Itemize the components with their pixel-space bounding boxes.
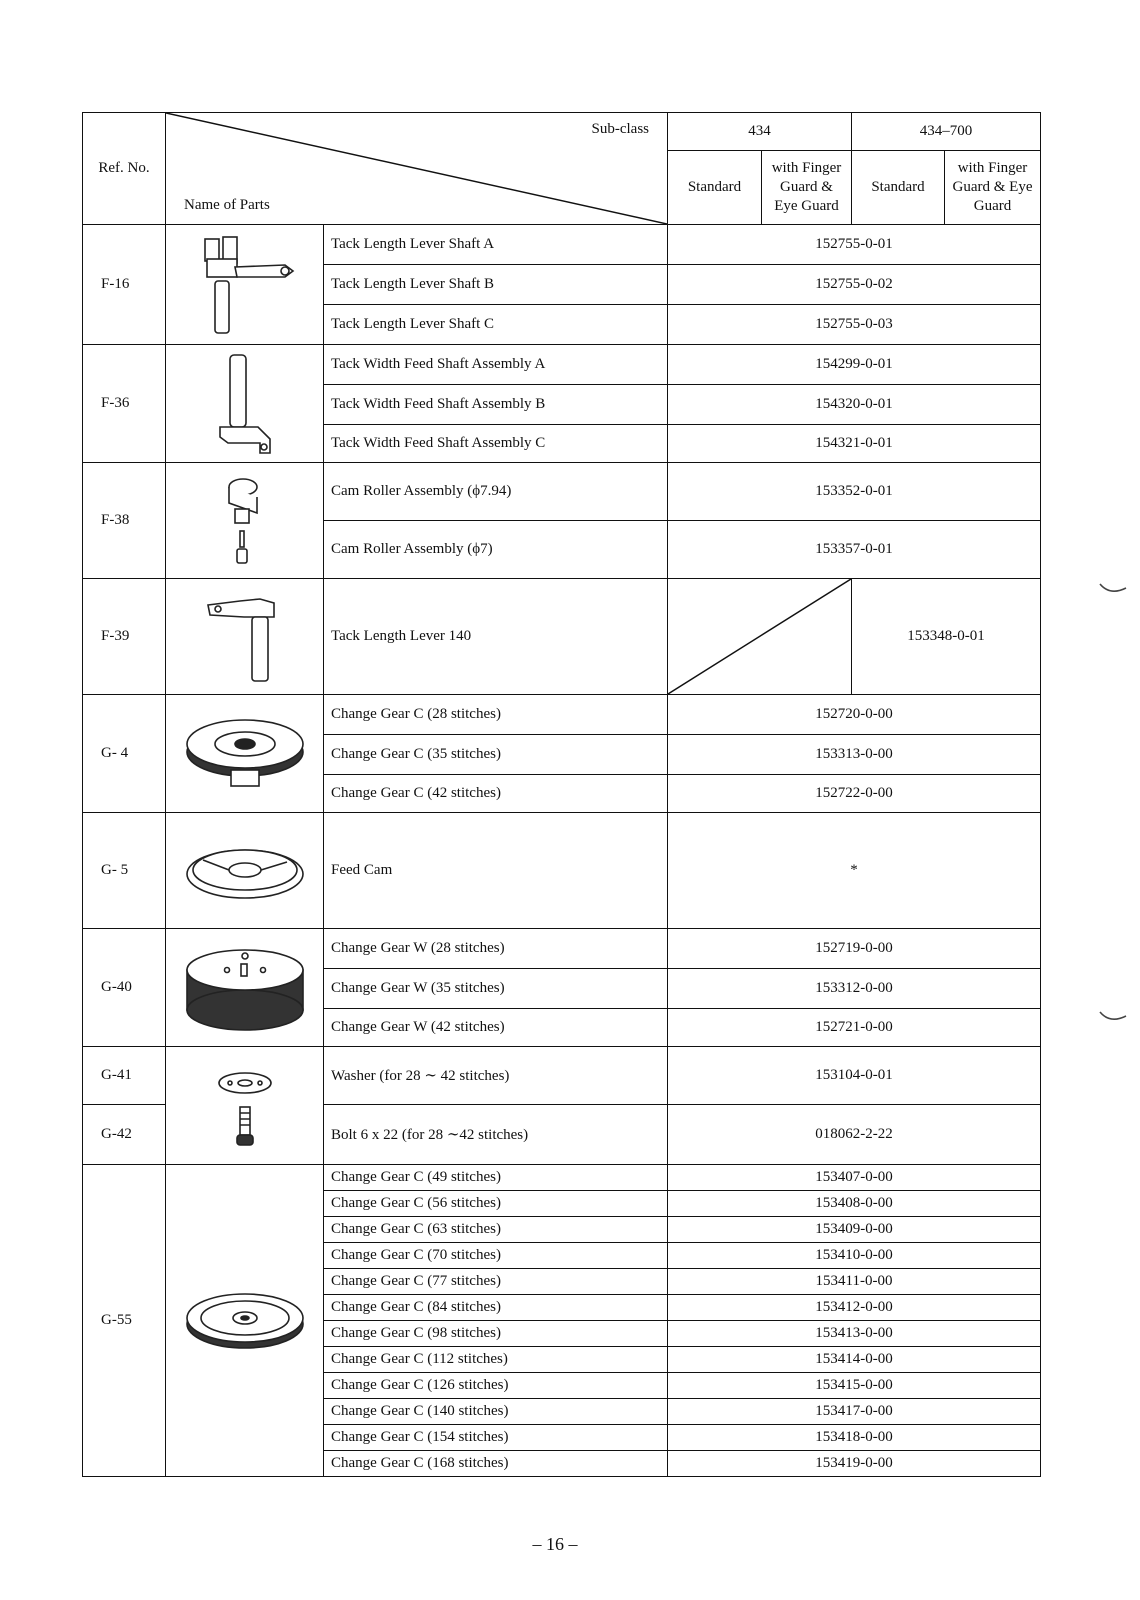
washer-bolt-icon [210, 1061, 280, 1151]
part-number: 154299-0-01 [668, 345, 1041, 385]
part-name: Change Gear C (98 stitches) [324, 1321, 668, 1347]
part-number: 152721-0-00 [668, 1009, 1041, 1047]
part-number: 018062-2-22 [668, 1105, 1041, 1165]
part-name: Feed Cam [324, 813, 668, 929]
part-number: 153415-0-00 [668, 1373, 1041, 1399]
part-number: 153409-0-00 [668, 1217, 1041, 1243]
binder-hole-mark [1096, 994, 1130, 1028]
part-name: Change Gear W (35 stitches) [324, 969, 668, 1009]
part-name: Change Gear W (42 stitches) [324, 1009, 668, 1047]
table-row [83, 695, 1041, 735]
part-illustration [166, 225, 324, 345]
part-name: Change Gear C (112 stitches) [324, 1347, 668, 1373]
part-name: Tack Length Lever Shaft C [324, 305, 668, 345]
standard-header: Standard [852, 151, 945, 225]
change-gear-icon [183, 714, 307, 794]
ref-no: F-39 [83, 579, 166, 695]
part-name: Change Gear C (84 stitches) [324, 1295, 668, 1321]
lever-shaft-icon [185, 231, 305, 339]
part-number: 152722-0-00 [668, 775, 1041, 813]
part-number: 153412-0-00 [668, 1295, 1041, 1321]
part-name: Change Gear C (126 stitches) [324, 1373, 668, 1399]
table-row [83, 463, 1041, 521]
sub-class-label: Sub-class [591, 121, 649, 137]
part-name: Change Gear C (35 stitches) [324, 735, 668, 775]
part-name: Change Gear C (168 stitches) [324, 1451, 668, 1477]
part-number: 153348-0-01 [852, 579, 1041, 695]
standard-header: Standard [668, 151, 762, 225]
finger-guard-header: with Finger Guard & Eye Guard [762, 151, 852, 225]
ref-no: G- 4 [83, 695, 166, 813]
part-number: 152720-0-00 [668, 695, 1041, 735]
part-name: Tack Length Lever Shaft B [324, 265, 668, 305]
table-row [83, 1047, 1041, 1105]
part-name: Change Gear C (56 stitches) [324, 1191, 668, 1217]
part-number: 152755-0-03 [668, 305, 1041, 345]
part-name: Change Gear C (49 stitches) [324, 1165, 668, 1191]
part-name: Change Gear C (77 stitches) [324, 1269, 668, 1295]
part-number: 152719-0-00 [668, 929, 1041, 969]
ref-no: F-16 [83, 225, 166, 345]
part-illustration [166, 579, 324, 695]
ref-no: F-38 [83, 463, 166, 579]
part-name: Bolt 6 x 22 (for 28 ∼42 stitches) [324, 1105, 668, 1165]
part-illustration [166, 463, 324, 579]
part-number: 154320-0-01 [668, 385, 1041, 425]
part-name: Tack Length Lever 140 [324, 579, 668, 695]
part-name: Change Gear C (154 stitches) [324, 1425, 668, 1451]
part-number: 153312-0-00 [668, 969, 1041, 1009]
feed-shaft-icon [200, 349, 290, 459]
class-434-700-header: 434–700 [852, 113, 1041, 151]
part-number: 153410-0-00 [668, 1243, 1041, 1269]
ref-no: G-55 [83, 1165, 166, 1477]
table-row [83, 929, 1041, 969]
part-name: Change Gear C (63 stitches) [324, 1217, 668, 1243]
part-name: Change Gear C (42 stitches) [324, 775, 668, 813]
part-name: Change Gear C (140 stitches) [324, 1399, 668, 1425]
not-applicable-cell [668, 579, 852, 695]
tack-lever-icon [200, 587, 290, 687]
part-illustration [166, 345, 324, 463]
part-number: 153313-0-00 [668, 735, 1041, 775]
cam-roller-icon [205, 469, 285, 573]
part-illustration [166, 1047, 324, 1165]
part-number: 153417-0-00 [668, 1399, 1041, 1425]
finger-guard-header: with Finger Guard & Eye Guard [945, 151, 1041, 225]
table-row [83, 345, 1041, 385]
part-illustration [166, 695, 324, 813]
part-number: 153413-0-00 [668, 1321, 1041, 1347]
part-name: Cam Roller Assembly (ϕ7) [324, 521, 668, 579]
part-number: 153411-0-00 [668, 1269, 1041, 1295]
part-number: 153352-0-01 [668, 463, 1041, 521]
ref-no: G- 5 [83, 813, 166, 929]
part-number: 152755-0-01 [668, 225, 1041, 265]
table-row [83, 579, 1041, 695]
part-number: 152755-0-02 [668, 265, 1041, 305]
ref-no-header: Ref. No. [83, 113, 166, 225]
change-gear-c-icon [183, 1286, 307, 1356]
part-name: Tack Width Feed Shaft Assembly B [324, 385, 668, 425]
name-of-parts-label: Name of Parts [184, 197, 270, 213]
part-name: Cam Roller Assembly (ϕ7.94) [324, 463, 668, 521]
part-number: 153419-0-00 [668, 1451, 1041, 1477]
part-name: Tack Width Feed Shaft Assembly A [324, 345, 668, 385]
ref-no: G-40 [83, 929, 166, 1047]
part-number: 153408-0-00 [668, 1191, 1041, 1217]
not-applicable-diagonal [668, 579, 851, 694]
part-number: * [668, 813, 1041, 929]
ref-no: G-41 [83, 1047, 166, 1105]
parts-list-table [82, 112, 1041, 1477]
class-434-header: 434 [668, 113, 852, 151]
part-name: Change Gear C (70 stitches) [324, 1243, 668, 1269]
part-name: Change Gear C (28 stitches) [324, 695, 668, 735]
binder-hole-mark [1096, 566, 1130, 600]
ref-no: F-36 [83, 345, 166, 463]
feed-cam-icon [183, 836, 307, 906]
part-illustration [166, 1165, 324, 1477]
part-name: Change Gear W (28 stitches) [324, 929, 668, 969]
part-name: Tack Width Feed Shaft Assembly C [324, 425, 668, 463]
name-subclass-header [166, 113, 668, 225]
table-row [83, 813, 1041, 929]
part-number: 153418-0-00 [668, 1425, 1041, 1451]
table-row [83, 225, 1041, 265]
part-number: 154321-0-01 [668, 425, 1041, 463]
part-name: Tack Length Lever Shaft A [324, 225, 668, 265]
change-gear-w-icon [183, 940, 307, 1036]
part-illustration [166, 929, 324, 1047]
part-number: 153104-0-01 [668, 1047, 1041, 1105]
part-illustration [166, 813, 324, 929]
part-number: 153357-0-01 [668, 521, 1041, 579]
part-name: Washer (for 28 ∼ 42 stitches) [324, 1047, 668, 1105]
table-row [83, 1165, 1041, 1191]
ref-no: G-42 [83, 1105, 166, 1165]
part-number: 153407-0-00 [668, 1165, 1041, 1191]
page-number: – 16 – [532, 1534, 578, 1554]
part-number: 153414-0-00 [668, 1347, 1041, 1373]
